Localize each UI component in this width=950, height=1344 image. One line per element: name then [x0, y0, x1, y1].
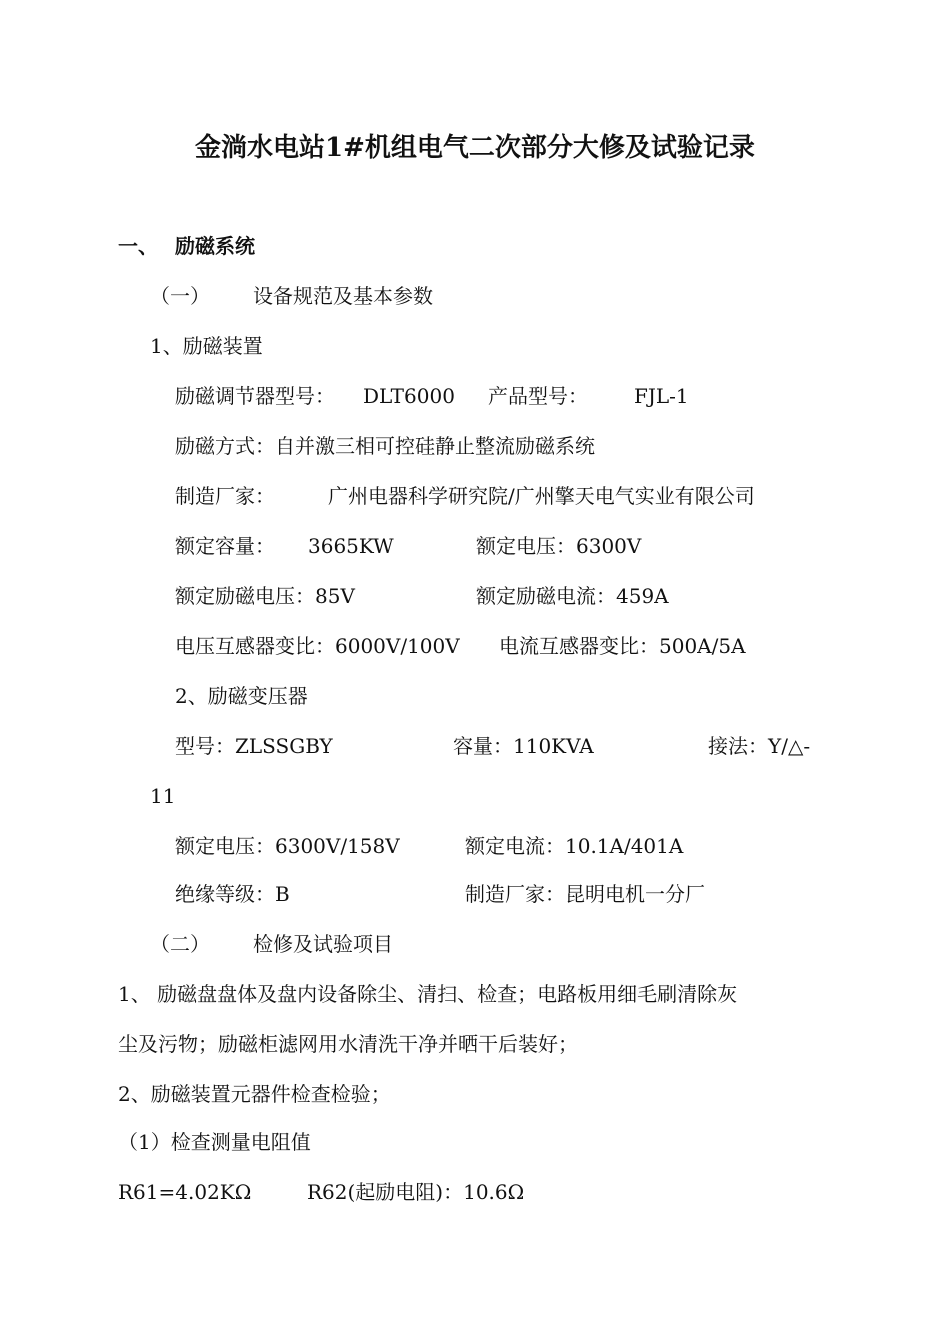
rated-voltage: 额定电压：6300V	[476, 534, 642, 558]
subsection-title: 设备规范及基本参数	[253, 284, 433, 308]
regulator-model-label: 励磁调节器型号：	[175, 384, 335, 408]
subsection-number: （一）	[150, 284, 210, 308]
regulator-model-value: DLT6000	[363, 384, 455, 408]
pt-ratio: 电压互感器变比：6000V/100V	[175, 634, 460, 658]
subsection-title: 检修及试验项目	[253, 932, 393, 956]
excitation-mode: 励磁方式：自并激三相可控硅静止整流励磁系统	[175, 434, 595, 458]
paragraph-line: 尘及污物；励磁柜滤网用水清洗干净并晒干后装好；	[118, 1032, 578, 1056]
rated-excitation-current: 额定励磁电流：459A	[476, 584, 669, 608]
paragraph-line: 2、励磁装置元器件检查检验；	[118, 1082, 391, 1106]
manufacturer-label: 制造厂家：	[175, 484, 275, 508]
rated-excitation-voltage: 额定励磁电压：85V	[175, 584, 355, 608]
product-model-label: 产品型号：	[488, 384, 588, 408]
item-heading: 2、励磁变压器	[175, 684, 308, 708]
transformer-model: 型号：ZLSSGBY	[175, 734, 333, 758]
product-model-value: FJL-1	[634, 384, 689, 408]
ct-ratio: 电流互感器变比：500A/5A	[499, 634, 746, 658]
transformer-manufacturer: 制造厂家：昆明电机一分厂	[465, 882, 705, 906]
insulation-class: 绝缘等级：B	[175, 882, 290, 906]
transformer-rated-current: 额定电流：10.1A/401A	[465, 834, 684, 858]
resistance-r61: R61=4.02KΩ	[118, 1180, 252, 1204]
resistance-r62: R62(起励电阻)：10.6Ω	[307, 1180, 525, 1204]
subsection-number: （二）	[150, 932, 210, 956]
paragraph-line: 1、 励磁盘盘体及盘内设备除尘、清扫、检查；电路板用细毛刷清除灰	[118, 982, 738, 1006]
document-title: 金淌水电站1#机组电气二次部分大修及试验记录	[195, 133, 755, 163]
section-title: 励磁系统	[175, 234, 255, 258]
section-number: 一、	[118, 234, 158, 258]
transformer-connection: 接法：Y/△-	[708, 734, 811, 758]
transformer-connection-cont: 11	[150, 784, 176, 808]
transformer-capacity: 容量：110KVA	[453, 734, 594, 758]
transformer-rated-voltage: 额定电压：6300V/158V	[175, 834, 400, 858]
rated-capacity-value: 3665KW	[308, 534, 394, 558]
manufacturer-value: 广州电器科学研究院/广州擎天电气实业有限公司	[328, 484, 755, 508]
rated-capacity-label: 额定容量：	[175, 534, 275, 558]
paragraph-line: （1）检查测量电阻值	[118, 1130, 311, 1154]
item-heading: 1、励磁装置	[150, 334, 263, 358]
